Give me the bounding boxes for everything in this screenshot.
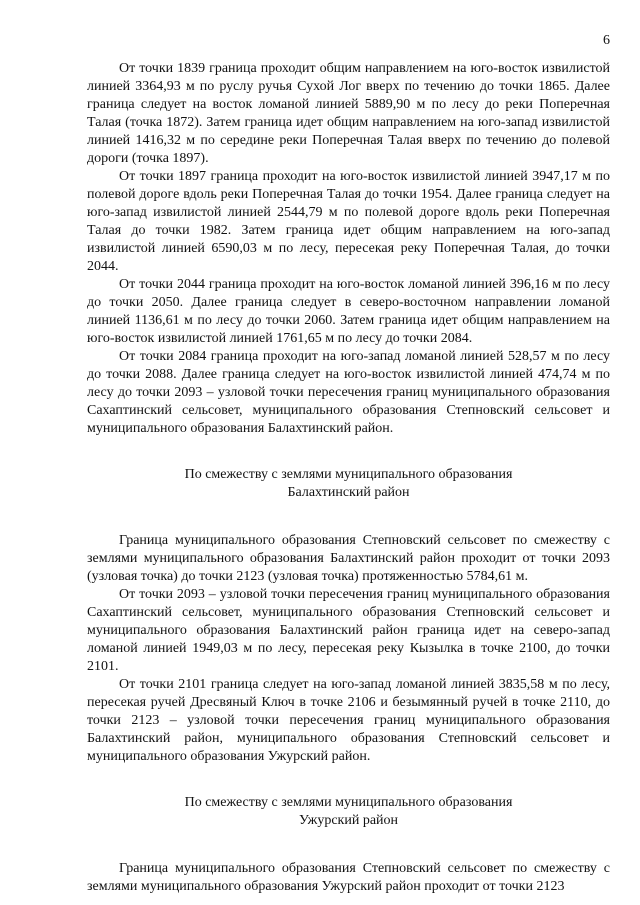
paragraph: Граница муниципального образования Степновский сельсовет по смежеству с землями муниципального образования Ужурский район проходит от точки 2123 xyxy=(87,861,610,894)
paragraph: От точки 2093 – узловой точки пересечения границ муниципального образования Сахаптинский сельсовет, муниципального образования Степновский сельсовет и муниципального образования Балахтинский район граница идет на северо-запад ломаной линией 1949,03 м по лесу, пересекая реку Кызылка в точке 2100, до точки 2101. xyxy=(87,587,610,674)
page-number: 6 xyxy=(603,33,610,48)
paragraph: От точки 2044 граница проходит на юго-восток ломаной линией 396,16 м по лесу до точки 2050. Далее граница следует в северо-восточном направлении ломаной линией 1136,61 м по лесу до точки 2060. Затем граница идет общим направлением на юго-восток извилистой линией 1761,65 м по лесу до точки 2084. xyxy=(87,277,610,346)
document-body xyxy=(87,60,610,896)
paragraph: От точки 1897 граница проходит на юго-восток извилистой линией 3947,17 м по полевой дороге вдоль реки Поперечная Талая до точки 1954. Далее граница следует на юго-запад извилистой линией 2544,79 м по полевой дороге вдоль реки Поперечная Талая до точки 1982. Затем граница идет общим направлением на юго-запад извилистой линией 6590,03 м по лесу, пересекая реку Поперечная Талая, до точки 2044. xyxy=(87,169,610,274)
heading-line: Балахтинский район xyxy=(287,485,410,500)
paragraph: Граница муниципального образования Степновский сельсовет по смежеству с землями муниципального образования Балахтинский район проходит от точки 2093 (узловая точка) до точки 2123 (узловая точка) протяженностью 5784,61 м. xyxy=(87,533,610,584)
section-heading-balakhtinsky xyxy=(87,466,610,502)
paragraph: От точки 2101 граница следует на юго-запад ломаной линией 3835,58 м по лесу, пересекая ручей Дресвяный Ключ в точке 2106 и безымянный ручей в точке 2110, до точки 2123 – узловой точки пересечения границ муниципального образования Балахтинский район, муниципального образования Степновский сельсовет и муниципального образования Ужурский район. xyxy=(87,677,610,764)
heading-line: По смежеству с землями муниципального образования xyxy=(184,795,513,810)
heading-line: По смежеству с землями муниципального образования xyxy=(184,467,513,482)
paragraph: От точки 1839 граница проходит общим направлением на юго-восток извилистой линией 3364,93 м по руслу ручья Сухой Лог вверх по течению до точки 1865. Далее граница следует на восток ломаной линией 5889,90 м по лесу до реки Поперечная Талая (точка 1872). Затем граница идет общим направлением на юго-запад извилистой линией 1416,32 м по середине реки Поперечная Талая вверх по течению до полевой дороги (точка 1897). xyxy=(87,61,610,166)
heading-line: Ужурский район xyxy=(298,813,399,828)
section-heading-uzhursky xyxy=(87,794,610,830)
paragraph: От точки 2084 граница проходит на юго-запад ломаной линией 528,57 м по лесу до точки 2088. Далее граница следует на юго-восток извилистой линией 474,74 м по лесу до точки 2093 – узловой точки пересечения границ муниципального образования Сахаптинский сельсовет, муниципального образования Степновский сельсовет и муниципального образования Балахтинский район. xyxy=(87,349,610,436)
